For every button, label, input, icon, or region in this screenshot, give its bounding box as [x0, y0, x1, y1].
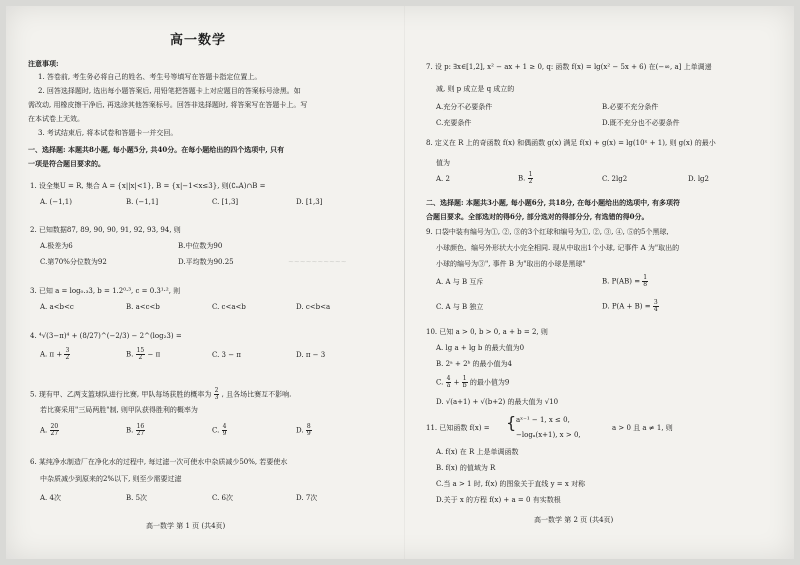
note-line-5: 3. 考试结束后, 将本试卷和答题卡一并交回。 — [38, 129, 178, 137]
q8-stem-1: 8. 定义在 R 上的奇函数 f(x) 和偶函数 g(x) 满足 f(x) + g(x) = lg(10ˣ + 1), 则 g(x) 的最小 — [426, 139, 716, 147]
q5-stem-1: 5. 现有甲、乙两支篮球队进行比赛, 甲队每场获胜的概率为 $\frac{2}{3}$ , 且各场比赛互不影响. — [30, 387, 292, 401]
q1-option-b: B. (−1,1] — [126, 198, 159, 206]
section1-heading-2: 一项是符合题目要求的。 — [28, 159, 105, 168]
q1-option-d: D. [1,3] — [296, 198, 323, 206]
q9-option-c: C. A 与 B 独立 — [436, 303, 484, 311]
q8-option-b: B. $\frac{1}{2}$ — [518, 171, 533, 185]
q11-piecewise-brace: { — [506, 413, 517, 432]
q4-a-fraction: $\frac{3}{2}$ — [65, 347, 70, 361]
page-1-footer: 高一数学 第 1 页 (共4页) — [146, 522, 226, 530]
q11-option-a: A. f(x) 在 R 上是单调函数 — [436, 448, 519, 456]
q9-d-fraction: $\frac{3}{4}$ — [653, 299, 658, 313]
q4-option-b: B. $\frac{15}{2}$ − π — [126, 347, 161, 361]
q2-option-d: D.平均数为90.25 — [178, 258, 234, 266]
q11-stem-post: a > 0 且 a ≠ 1, 则 — [612, 424, 673, 432]
q5-option-b: B. $\frac{16}{27}$ — [126, 423, 145, 437]
q5-c-fraction: $\frac{4}{9}$ — [222, 423, 227, 437]
q4-stem: 4. ⁴√(3−π)⁴ + (8/27)^(−2/3) − 2^(log₂3) = — [30, 332, 182, 340]
q9-b-fraction: $\frac{1}{8}$ — [643, 274, 648, 288]
q1-option-c: C. [1,3] — [212, 198, 239, 206]
section1-heading-1: 一、选择题: 本题共8小题, 每小题5分, 共40分。在每小题给出的四个选项中, 只有 — [28, 145, 285, 154]
q7-stem-1: 7. 设 p: ∃x∈[1,2], x² − ax + 1 ≥ 0, q: 函数 f(x) = lg(x² − 5x + 6) 在(−∞, a] 上单调递 — [426, 63, 712, 71]
page-fold — [404, 6, 405, 559]
q9-option-b: B. P(AB) = $\frac{1}{8}$ — [602, 274, 648, 288]
note-line-3: 需改动, 用橡皮擦干净后, 再选涂其他答案标号。回答非选择题时, 将答案写在答题卡上。写 — [28, 101, 308, 109]
q5-option-d: D. $\frac{8}{9}$ — [296, 423, 311, 437]
q8-option-d: D. lg2 — [688, 175, 709, 183]
page-2-footer: 高一数学 第 2 页 (共4页) — [534, 516, 614, 524]
q5-d-fraction: $\frac{8}{9}$ — [306, 423, 311, 437]
q9-stem-3: 小球的编号为③", 事件 B 为"取出的小球是黑球" — [436, 260, 586, 268]
q8-b-fraction: $\frac{1}{2}$ — [528, 171, 533, 185]
q3-option-c: C. c<a<b — [212, 303, 246, 311]
q1-stem: 1. 设全集U = R, 集合 A = {x||x|<1}, B = {x|−1<x≤3}, 则(∁ᵤA)∩B = — [30, 182, 266, 190]
exam-title: 高一数学 — [170, 33, 227, 48]
q9-option-a: A. A 与 B 互斥 — [436, 278, 484, 286]
q2-option-b: B.中位数为90 — [178, 242, 223, 250]
q3-option-a: A. a<b<c — [40, 303, 74, 311]
q7-option-a: A.充分不必要条件 — [436, 103, 493, 111]
q7-option-d: D.既不充分也不必要条件 — [602, 119, 680, 127]
q11-option-b: B. f(x) 的值域为 R — [436, 464, 496, 472]
q5-stem-2: 若比赛采用"三局两胜"制, 则甲队获得胜利的概率为 — [40, 406, 198, 414]
q9-stem-1: 9. 口袋中装有编号为①, ②, ③的3个红球和编号为①, ②, ③, ④, ⑤的5个黑球, — [426, 228, 669, 236]
q8-option-c: C. 2lg2 — [602, 175, 628, 183]
q5-probability-fraction: $\frac{2}{3}$ — [214, 387, 219, 401]
section2-heading-2: 合题目要求。全部选对的得6分, 部分选对的得部分分, 有选错的得0分。 — [426, 212, 649, 221]
q7-option-c: C.充要条件 — [436, 119, 472, 127]
q2-option-a: A.极差为6 — [40, 242, 73, 250]
page-2 — [426, 6, 776, 559]
notes-heading: 注意事项: — [28, 59, 59, 68]
q11-stem-pre: 11. 已知函数 f(x) = — [426, 424, 490, 432]
q11-case-2: −logₐ(x+1), x > 0, — [516, 431, 581, 439]
q11-case-1: aˣ⁻¹ − 1, x ≤ 0, — [516, 416, 570, 424]
q10-c-fraction-1: $\frac{4}{a}$ — [446, 375, 451, 389]
q6-option-d: D. 7次 — [296, 494, 318, 502]
q10-option-c: C. $\frac{4}{a}$ + $\frac{1}{b}$ 的最小值为9 — [436, 375, 510, 389]
q4-b-fraction: $\frac{15}{2}$ — [136, 347, 145, 361]
q6-option-a: A. 4次 — [40, 494, 61, 502]
q7-stem-2: 减, 则 p 成立是 q 成立的 — [436, 85, 515, 93]
q1-option-a: A. (−1,1) — [40, 198, 72, 206]
q2-option-c: C.第70%分位数为92 — [40, 258, 107, 266]
exam-sheet — [6, 6, 794, 559]
q6-stem-1: 6. 某纯净水制造厂在净化水的过程中, 每过滤一次可使水中杂质减少50%, 若要使水 — [30, 458, 288, 466]
q4-option-d: D. π − 3 — [296, 351, 326, 359]
section2-heading-1: 二、选择题: 本题共3小题, 每小题6分, 共18分, 在每小题给出的选项中, 有多项符 — [426, 198, 680, 207]
q8-option-a: A. 2 — [436, 175, 450, 183]
q6-option-c: C. 6次 — [212, 494, 234, 502]
q3-stem: 3. 已知 a = log₀.₃3, b = 1.2⁰·³, c = 0.3¹·², 则 — [30, 287, 181, 295]
q5-option-c: C. $\frac{4}{9}$ — [212, 423, 227, 437]
q6-option-b: B. 5次 — [126, 494, 148, 502]
q5-option-a: A. $\frac{20}{27}$ — [40, 423, 59, 437]
q7-option-b: B.必要不充分条件 — [602, 103, 659, 111]
q5-a-fraction: $\frac{20}{27}$ — [50, 423, 59, 437]
q10-option-d: D. √(a+1) + √(b+2) 的最大值为 √10 — [436, 398, 559, 406]
q9-stem-2: 小球颜色、编号外形状大小完全相同. 现从中取出1个小球, 记事件 A 为"取出的 — [436, 244, 680, 252]
q4-option-a: A. π + $\frac{3}{2}$ — [40, 347, 70, 361]
note-line-1: 1. 答卷前, 考生务必将自己的姓名、考生号等填写在答题卡指定位置上。 — [38, 73, 262, 81]
q10-option-a: A. lg a + lg b 的最大值为0 — [436, 344, 525, 352]
q10-c-fraction-2: $\frac{1}{b}$ — [462, 375, 467, 389]
q9-option-d: D. P(A + B) = $\frac{3}{4}$ — [602, 299, 658, 313]
q3-option-b: B. a<c<b — [126, 303, 160, 311]
q4-option-c: C. 3 − π — [212, 351, 241, 359]
note-line-2: 2. 回答选择题时, 选出每小题答案后, 用铅笔把答题卡上对应题目的答案标号涂黑。如 — [38, 87, 301, 95]
q6-stem-2: 中杂质减少到原来的2%以下, 则至少需要过滤 — [40, 475, 182, 483]
q5-b-fraction: $\frac{16}{27}$ — [136, 423, 145, 437]
q11-option-c: C.当 a > 1 时, f(x) 的图象关于直线 y = x 对称 — [436, 480, 586, 488]
q2-stem: 2. 已知数据87, 89, 90, 90, 91, 92, 93, 94, 则 — [30, 226, 181, 234]
q11-option-d: D.关于 x 的方程 f(x) + a = 0 有实数根 — [436, 496, 561, 504]
q10-option-b: B. 2ᵃ + 2ᵇ 的最小值为4 — [436, 360, 512, 368]
note-line-4: 在本试卷上无效。 — [28, 115, 84, 123]
q3-option-d: D. c<b<a — [296, 303, 331, 311]
q8-stem-2: 值为 — [436, 159, 450, 167]
page-1: 高一数学 注意事项: 1. 答卷前, 考生务必将自己的姓名、考生号等填写在答题卡指定位置上。 2. 回答选择题时, 选出每小题答案后, 用铅笔把答题卡上对应题目的答案标号涂黑。如 需改动, 用橡皮擦干净后, 再选涂其他答案标号。回答非选择题时, 将答案写在答题卡上。写 在本试卷上无效。 3. 考试结束后, 将本试卷和答题卡一并交回。 一、选择题: 本题共8小题, 每小题5分, 共40分。在每小题给出的四个选项中, 只有 一项是符合题目要求的。 1. 设全集U = R, 集合 A = {x||x|<1}, B = {x|−1<x≤3}, 则(∁ᵤA)∩B = A. (−1,1) B. (−1,1] C. [1,3] D. [1,3] 2. 已知数据87, 89, 90, 90, 91, 92, 93, 94, 则 A.极差为6 B.中位数为90 C.第70%分位数为92 D.平均数为90.25 ~~~~~~~~~~ 3. 已知 a = log₀.₃3, b = 1.2⁰·³, c = 0.3¹·², 则 A. a<b<c B. a<c<b C. c<a<b D. c<b<a 4. ⁴√(3−π)⁴ + (8/27)^(−2/3) − 2^(log₂3) = A. π + $\frac{3}{2}$ B. $\frac{15}{2}$ − π C. 3 − π D. π − 3 5. 现有甲、乙两支篮球队进行比赛, 甲队每场获胜的概率为 $\frac{2}{3}$ , 且各场比赛互不影响. 若比赛采用"三局两胜"制, 则甲队获得胜利的概率为 A. $\frac{20}{27}$ B. $\frac{16}{27}$ C. $\frac{4}{9}$ D. $\frac{8}{9}$ 6. 某纯净水制造厂在净化水的过程中, 每过滤一次可使水中杂质减少50%, 若要使水 中杂质减少到原来的2%以下, 则至少需要过滤 A. 4次 B. 5次 C. 6次 D. 7次 高一数学 第 1 页 (共4页) — [28, 33, 347, 530]
q10-stem: 10. 已知 a > 0, b > 0, a + b = 2, 则 — [426, 328, 548, 336]
